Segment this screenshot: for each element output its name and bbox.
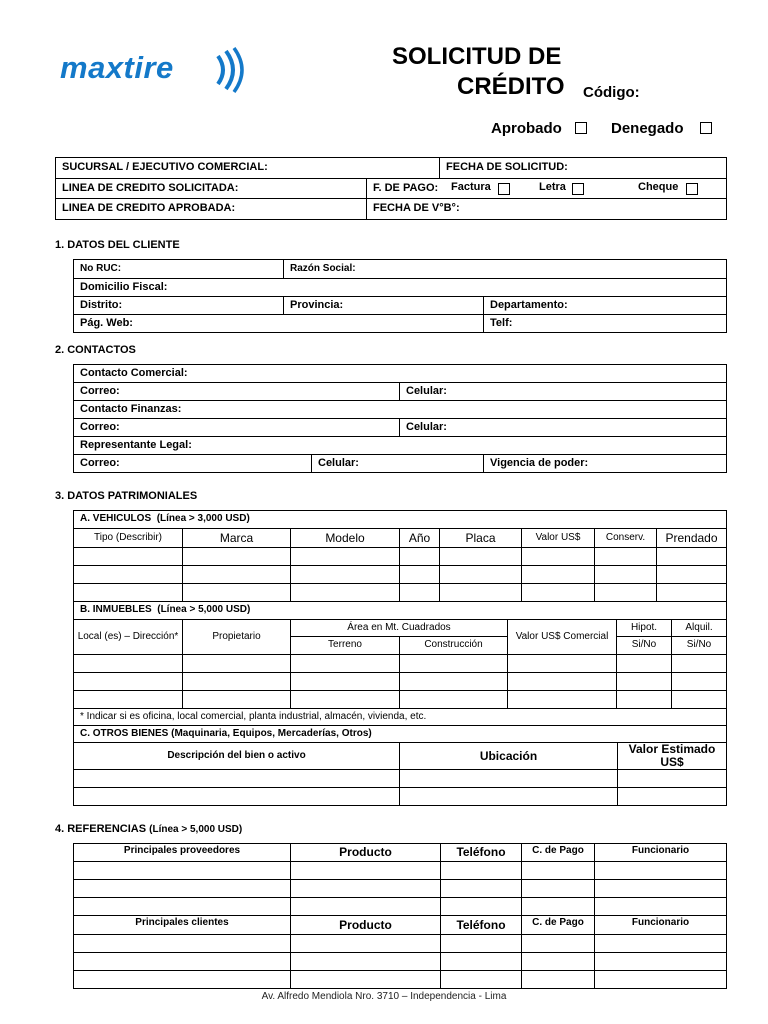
check-label: Cheque xyxy=(638,181,679,193)
payment-form-label: F. DE PAGO: xyxy=(373,181,439,194)
vehicle-col-model: Modelo xyxy=(291,529,400,548)
real-estate-col-value: Valor US$ Comercial xyxy=(508,620,617,655)
credit-requested-field[interactable]: LINEA DE CREDITO SOLICITADA: xyxy=(56,179,367,199)
clients-col-officer: Funcionario xyxy=(595,916,727,935)
vehicle-col-condition: Conserv. xyxy=(595,529,657,548)
finance-contact-field[interactable]: Contacto Finanzas: xyxy=(74,401,727,419)
real-estate-rented-yesno: Si/No xyxy=(672,637,727,655)
client-data-table xyxy=(73,259,727,333)
commercial-contact-field[interactable]: Contacto Comercial: xyxy=(74,365,727,383)
real-estate-col-mortgage: Hipot. xyxy=(617,620,672,637)
assets-table xyxy=(73,510,727,529)
legal-representative-field[interactable]: Representante Legal: xyxy=(74,437,727,455)
invoice-checkbox[interactable] xyxy=(498,183,510,195)
power-validity-field[interactable]: Vigencia de poder: xyxy=(484,455,727,473)
section-client-title: 1. DATOS DEL CLIENTE xyxy=(55,239,180,251)
clients-col-product: Producto xyxy=(291,916,441,935)
vehicle-col-value: Valor US$ xyxy=(522,529,595,548)
table-row xyxy=(74,655,727,673)
code-label: Código: xyxy=(583,84,640,101)
table-row xyxy=(74,880,727,898)
real-estate-col-land: Terreno xyxy=(291,637,400,655)
denied-label: Denegado xyxy=(611,120,684,137)
table-row xyxy=(74,862,727,880)
invoice-label: Factura xyxy=(451,181,491,193)
real-estate-col-owner: Propietario xyxy=(183,620,291,655)
branch-executive-field[interactable]: SUCURSAL / EJECUTIVO COMERCIAL: xyxy=(56,158,440,179)
logo-wordmark: maxtire xyxy=(60,50,174,85)
check-checkbox[interactable] xyxy=(686,183,698,195)
request-date-field[interactable]: FECHA DE SOLICITUD: xyxy=(440,158,727,179)
letter-label: Letra xyxy=(539,181,566,193)
real-estate-subsection-title xyxy=(74,602,727,620)
table-row xyxy=(74,953,727,971)
real-estate-table xyxy=(73,601,727,726)
table-row xyxy=(74,788,727,806)
clients-col-payment: C. de Pago xyxy=(522,916,595,935)
vehicle-col-type: Tipo (Describir) xyxy=(74,529,183,548)
vehicles-table xyxy=(73,528,727,602)
vehicle-col-plate: Placa xyxy=(440,529,522,548)
business-name-field[interactable]: Razón Social: xyxy=(284,260,727,279)
table-row xyxy=(74,898,727,916)
approved-checkbox[interactable] xyxy=(575,122,587,134)
real-estate-col-area: Área en Mt. Cuadrados xyxy=(291,620,508,637)
vehicle-col-year: Año xyxy=(400,529,440,548)
clients-col-name: Principales clientes xyxy=(74,916,291,935)
denied-option xyxy=(611,120,712,137)
section-references-title xyxy=(55,823,242,835)
real-estate-col-building: Construcción xyxy=(400,637,508,655)
fiscal-address-field[interactable]: Domicilio Fiscal: xyxy=(74,279,727,297)
other-assets-col-value: Valor Estimado US$ xyxy=(618,743,727,770)
vehicle-col-pledged: Prendado xyxy=(657,529,727,548)
clients-col-phone: Teléfono xyxy=(441,916,522,935)
vb-date-field[interactable]: FECHA DE V°B°: xyxy=(367,199,727,220)
table-row xyxy=(74,673,727,691)
approved-option xyxy=(491,120,587,137)
legal-email-field[interactable]: Correo: xyxy=(74,455,312,473)
other-assets-table xyxy=(73,725,727,806)
real-estate-label: B. INMUEBLES xyxy=(80,604,152,616)
vehicle-col-brand: Marca xyxy=(183,529,291,548)
phone-field[interactable]: Telf: xyxy=(484,315,727,333)
table-row xyxy=(74,935,727,953)
maxtire-logo xyxy=(60,46,250,94)
other-assets-col-location: Ubicación xyxy=(400,743,618,770)
form-title-line1: SOLICITUD DE xyxy=(392,43,562,70)
finance-email-field[interactable]: Correo: xyxy=(74,419,400,437)
table-row xyxy=(74,971,727,989)
section-contacts-title: 2. CONTACTOS xyxy=(55,344,136,356)
table-row xyxy=(74,691,727,709)
section-assets-title: 3. DATOS PATRIMONIALES xyxy=(55,490,198,502)
credit-approved-field[interactable]: LINEA DE CREDITO APROBADA: xyxy=(56,199,367,220)
denied-checkbox[interactable] xyxy=(700,122,712,134)
legal-mobile-field[interactable]: Celular: xyxy=(312,455,484,473)
references-label: 4. REFERENCIAS xyxy=(55,823,147,835)
suppliers-col-payment: C. de Pago xyxy=(522,844,595,862)
commercial-email-field[interactable]: Correo: xyxy=(74,383,400,401)
approved-label: Aprobado xyxy=(491,120,562,137)
suppliers-col-name: Principales proveedores xyxy=(74,844,291,862)
other-assets-col-description: Descripción del bien o activo xyxy=(74,743,400,770)
references-table xyxy=(73,843,727,989)
table-row xyxy=(74,548,727,566)
real-estate-footnote: * Indicar si es oficina, local comercial, planta industrial, almacén, vivienda, etc. xyxy=(74,709,727,726)
references-threshold: (Línea > 5,000 USD) xyxy=(149,824,243,835)
commercial-mobile-field[interactable]: Celular: xyxy=(400,383,727,401)
suppliers-col-officer: Funcionario xyxy=(595,844,727,862)
ruc-field[interactable]: No RUC: xyxy=(74,260,284,279)
real-estate-col-location: Local (es) – Dirección* xyxy=(74,620,183,655)
real-estate-col-rented: Alquil. xyxy=(672,620,727,637)
table-row xyxy=(74,566,727,584)
logo-arcs-icon xyxy=(212,46,252,94)
finance-mobile-field[interactable]: Celular: xyxy=(400,419,727,437)
vehicles-label: A. VEHICULOS xyxy=(80,513,152,525)
other-assets-subsection-title: C. OTROS BIENES (Maquinaria, Equipos, Mercaderías, Otros) xyxy=(74,726,727,743)
real-estate-threshold: (Línea > 5,000 USD) xyxy=(157,604,251,616)
department-field[interactable]: Departamento: xyxy=(484,297,727,315)
district-field[interactable]: Distrito: xyxy=(74,297,284,315)
real-estate-mortgage-yesno: Si/No xyxy=(617,637,672,655)
website-field[interactable]: Pág. Web: xyxy=(74,315,484,333)
letter-checkbox[interactable] xyxy=(572,183,584,195)
contacts-table xyxy=(73,364,727,473)
footer-address: Av. Alfredo Mendiola Nro. 3710 – Independencia - Lima xyxy=(261,991,507,1002)
table-row xyxy=(74,584,727,602)
form-title-line2: CRÉDITO xyxy=(457,73,565,100)
suppliers-col-product: Producto xyxy=(291,844,441,862)
province-field[interactable]: Provincia: xyxy=(284,297,484,315)
payment-form-cell xyxy=(367,179,727,199)
vehicles-threshold: (Línea > 3,000 USD) xyxy=(156,513,250,525)
vehicles-subsection-title xyxy=(74,511,727,529)
credit-info-table xyxy=(55,157,727,220)
table-row xyxy=(74,770,727,788)
suppliers-col-phone: Teléfono xyxy=(441,844,522,862)
